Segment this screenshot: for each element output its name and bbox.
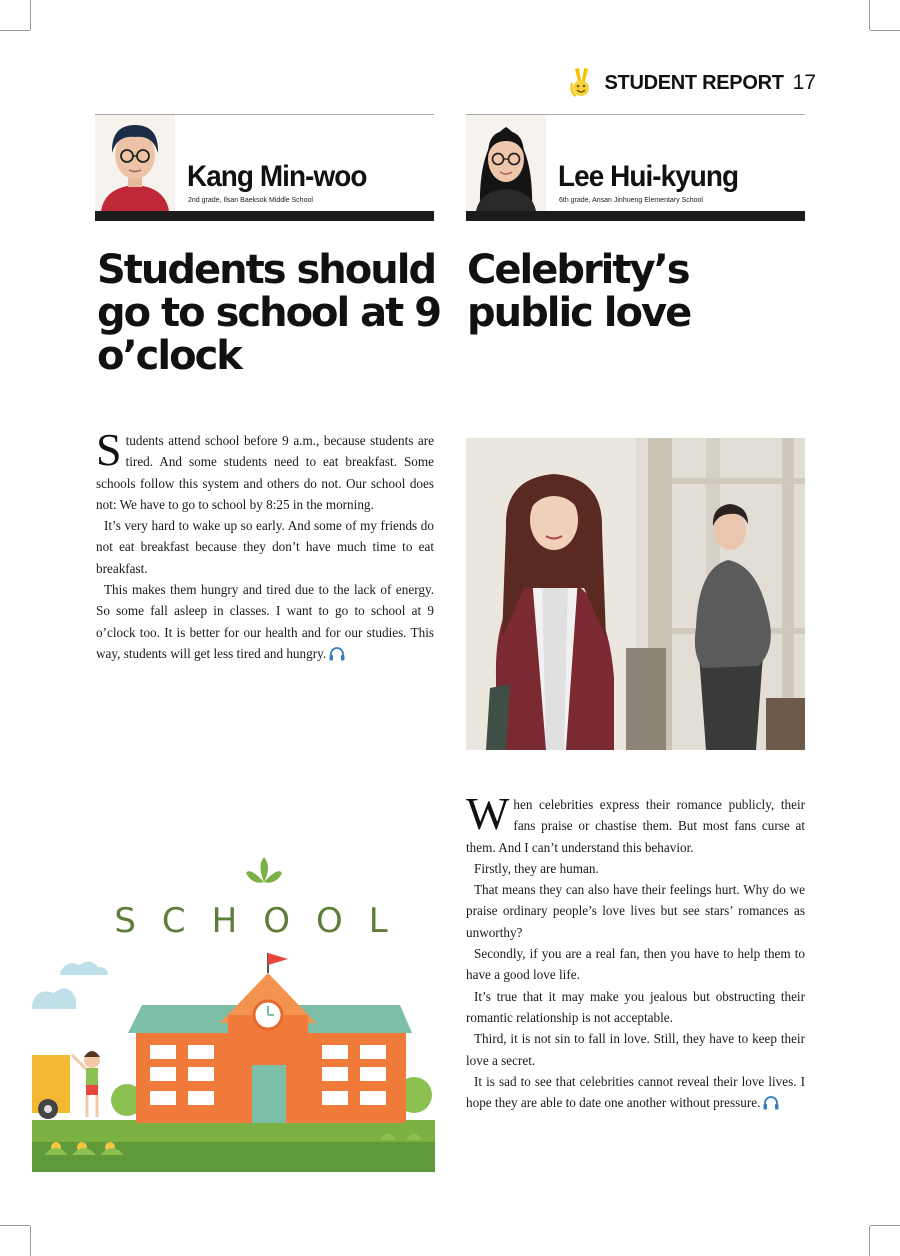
headphones-icon [329,646,345,661]
crop-mark [30,0,31,30]
author-photo [95,115,175,211]
headline-line: Students should [97,247,436,293]
drop-cap: S [96,424,122,475]
author-photo [466,115,546,211]
crop-mark [0,1225,30,1226]
author-name: Lee Hui-kyung [558,160,739,193]
author-name: Kang Min-woo [187,160,367,193]
headline-right [467,249,807,335]
article-paragraph: That means they can also have their feelings hurt. Why do we praise ordinary people’s love lives but see stars’ romances as unworthy? [466,882,805,940]
article-paragraph: It’s very hard to wake up so early. And some of my friends do not eat breakfast because they don’t have much time to eat breakfast. [96,518,434,576]
illustration-text: SCHOOL [114,901,414,941]
article-left [96,424,434,664]
article-paragraph [96,579,434,664]
author-bar [466,211,805,221]
crop-mark [869,0,870,30]
article-paragraph: Third, it is not sin to fall in love. Still, they have to keep their love a secret. [466,1031,805,1068]
headline-left [97,249,442,378]
victory-hand-icon [569,67,593,99]
headphones-icon [763,1095,779,1110]
article-right [466,788,805,1113]
celebrity-photo [466,438,805,750]
lead-text: hen celebrities express their romance publicly, their fans praise or chastise them. But most fans curse at them. And I can’t understand this behavior. [466,797,805,855]
crop-mark [870,1225,900,1226]
author-grade: 6th grade, Ansan Jinhueng Elementary School [559,197,703,204]
crop-mark [30,1226,31,1256]
article-paragraph: Firstly, they are human. [474,860,599,876]
section-title: STUDENT REPORT [604,71,784,94]
page-header [569,66,817,100]
page-number: 17 [792,71,816,94]
crop-mark [870,30,900,31]
article-paragraph: It’s true that it may make you jealous but obstructing their romantic relationship is not acceptable. [466,988,805,1025]
headline-line: Celebrity’s [467,247,689,293]
drop-cap: W [466,788,510,839]
school-illustration [32,855,435,1172]
crop-mark [0,30,30,31]
author-grade: 2nd grade, Ilsan Baeksok Middle School [188,197,313,204]
crop-mark [869,1226,870,1256]
author-lee [466,115,805,221]
headline-line: go to school at 9 [97,290,441,336]
headline-line: public love [467,290,691,336]
article-paragraph: Secondly, if you are a real fan, then you have to help them to have a good love life. [466,946,805,983]
headline-line: o’clock [97,333,241,379]
article-paragraph [466,1071,805,1114]
author-kang [95,115,434,221]
paragraph-text: This makes them hungry and tired due to the lack of energy. So some fall asleep in classes. I want to go to school at 9 o’clock too. It is better for our health and for our studies. This way, students will get less tired and hungry. [96,582,434,661]
article-paragraph [96,424,434,515]
paragraph-text: It is sad to see that celebrities cannot reveal their love lives. I hope they are able to date one another without pressure. [466,1073,805,1111]
article-paragraph [466,788,805,858]
author-bar [95,211,434,221]
lead-text: tudents attend school before 9 a.m., because students are tired. And some students need to eat breakfast. Some schools follow this system and others do not. Our school does not: We have to go to school by 8:25 in the morning. [96,433,434,512]
